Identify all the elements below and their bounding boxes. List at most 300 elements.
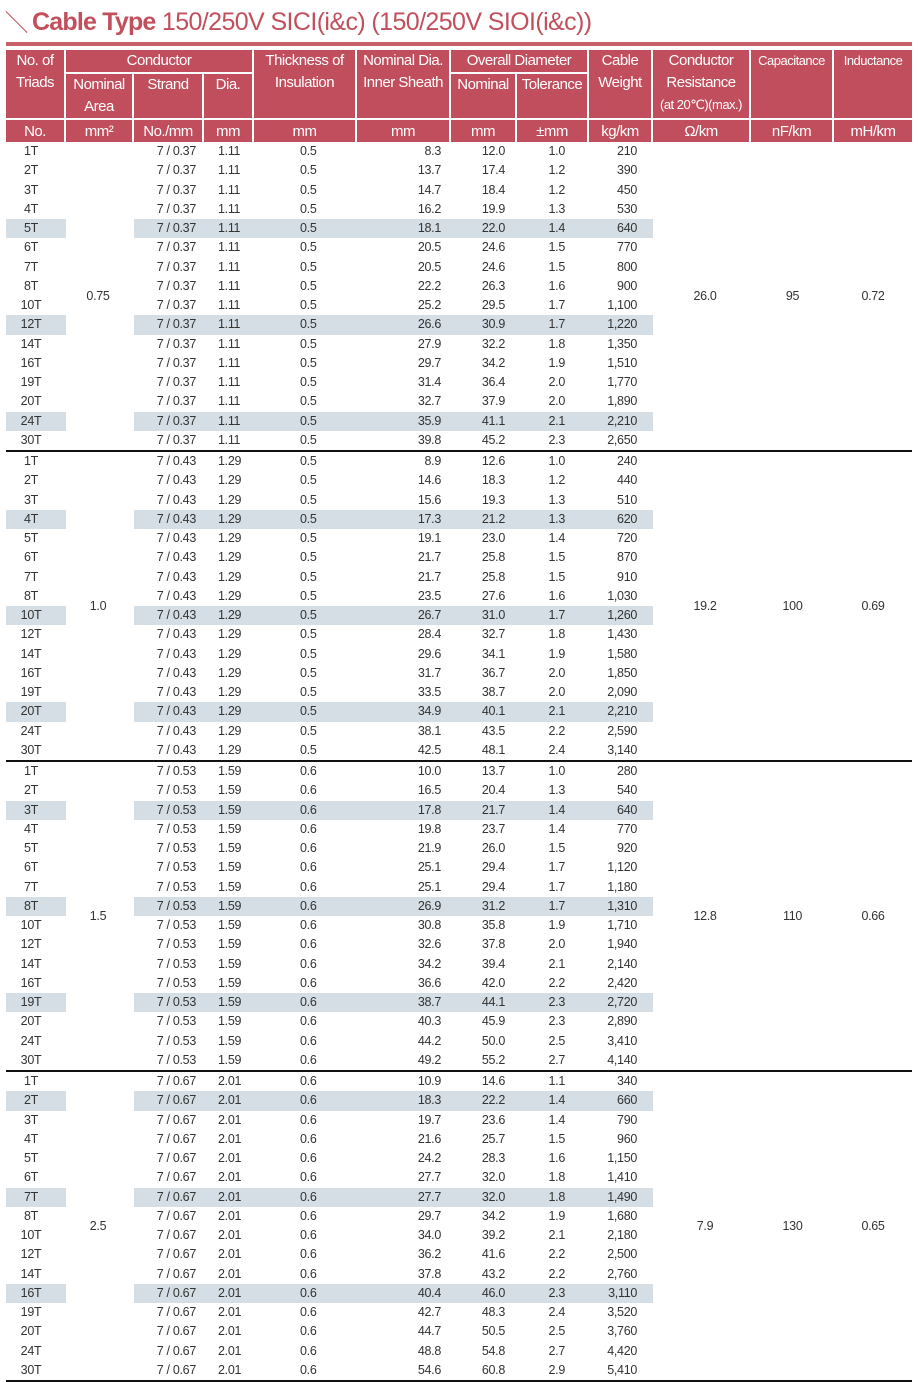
cell-od-tolerance: 1.5	[548, 841, 566, 856]
cell-triads: 12T	[20, 627, 42, 642]
cell-strand: 7 / 0.53	[134, 993, 204, 1012]
cell-weight: 2,180	[607, 1228, 638, 1243]
cell-triads: 16T	[6, 1284, 66, 1303]
cell-od-tolerance: 1.8	[548, 336, 566, 351]
cell-weight: 280	[617, 764, 638, 779]
cell-weight: 340	[617, 1074, 638, 1089]
cell-dia: 1.59	[218, 937, 242, 952]
cell-od-tolerance: 1.4	[517, 801, 589, 820]
cell-triads: 4T	[6, 510, 66, 529]
cell-triads: 5T	[24, 531, 38, 546]
cell-insulation: 0.6	[300, 1033, 317, 1048]
cell-od-nominal: 36.4	[481, 375, 506, 390]
cell-insulation: 0.6	[254, 1361, 357, 1382]
cell-strand: 7 / 0.37	[156, 240, 196, 255]
header-text: Inner Sheath	[363, 74, 443, 91]
cell-od-tolerance: 1.2	[548, 473, 566, 488]
cell-dia: 1.29	[218, 646, 242, 661]
cell-insulation: 0.5	[300, 492, 317, 507]
cell-od-tolerance: 1.9	[548, 918, 566, 933]
cell-od-tolerance: 1.6	[548, 1151, 566, 1166]
cell-inner-sheath: 35.9	[357, 412, 451, 431]
cell-strand: 7 / 0.53	[156, 956, 196, 971]
cell-capacitance: 110	[751, 762, 834, 1072]
cell-inner-sheath: 28.4	[417, 627, 442, 642]
cell-od-nominal: 55.2	[451, 1051, 517, 1072]
cell-strand: 7 / 0.37	[156, 144, 196, 159]
cell-od-nominal: 48.3	[481, 1305, 506, 1320]
cell-od-nominal: 45.2	[451, 431, 517, 452]
cell-inner-sheath: 42.5	[357, 741, 451, 762]
cell-dia: 1.29	[218, 473, 242, 488]
header-strand: Strand	[134, 74, 204, 120]
cell-weight: 1,150	[607, 1151, 638, 1166]
cell-weight: 390	[617, 163, 638, 178]
cell-od-tolerance: 2.2	[548, 1266, 566, 1281]
cell-od-nominal: 48.1	[451, 741, 517, 762]
cell-od-tolerance: 2.5	[548, 1033, 566, 1048]
cell-inductance: 0.65	[834, 1072, 912, 1382]
cell-inner-sheath: 16.2	[417, 201, 442, 216]
cell-strand: 7 / 0.67	[134, 1188, 204, 1207]
cell-strand: 7 / 0.67	[156, 1151, 196, 1166]
cell-inner-sheath: 15.6	[417, 492, 442, 507]
cell-insulation: 0.5	[300, 473, 317, 488]
cell-dia: 1.29	[218, 569, 242, 584]
cell-dia: 1.29	[218, 492, 242, 507]
table-row	[6, 1072, 912, 1091]
cell-strand: 7 / 0.53	[156, 918, 196, 933]
cell-insulation: 0.5	[254, 431, 357, 452]
cell-dia: 1.59	[218, 956, 242, 971]
cell-strand: 7 / 0.53	[156, 975, 196, 990]
cell-od-nominal: 25.8	[481, 569, 506, 584]
cell-od-nominal: 38.7	[481, 685, 506, 700]
cell-resistance: 12.8	[653, 762, 751, 1072]
cell-dia: 2.01	[204, 1091, 254, 1110]
cell-inner-sheath: 10.9	[417, 1074, 442, 1089]
cell-triads: 14T	[20, 1266, 42, 1281]
cell-od-nominal: 50.5	[481, 1324, 506, 1339]
cell-triads: 10T	[20, 1228, 42, 1243]
cell-triads: 3T	[24, 1112, 38, 1127]
cell-inner-sheath: 27.7	[357, 1188, 451, 1207]
cell-weight: 1,100	[607, 298, 638, 313]
cell-weight: 1,180	[607, 879, 638, 894]
cell-inner-sheath: 22.2	[417, 278, 442, 293]
header-dia: Dia.	[204, 74, 254, 120]
cell-weight: 210	[617, 144, 638, 159]
header-od-tolerance: Tolerance	[517, 74, 589, 120]
cell-dia: 2.01	[218, 1305, 242, 1320]
cell-inner-sheath: 19.8	[417, 821, 442, 836]
cell-triads: 20T	[20, 394, 42, 409]
cell-od-nominal: 20.4	[481, 783, 506, 798]
cell-od-tolerance: 1.9	[548, 355, 566, 370]
table-body	[6, 142, 912, 1382]
cell-inner-sheath: 32.7	[417, 394, 442, 409]
cell-dia: 2.01	[218, 1131, 242, 1146]
cell-strand: 7 / 0.67	[156, 1324, 196, 1339]
cell-strand: 7 / 0.37	[156, 394, 196, 409]
table-row	[6, 762, 912, 781]
cell-insulation: 0.6	[300, 783, 317, 798]
cell-triads: 5T	[24, 1151, 38, 1166]
cell-weight: 3,110	[589, 1284, 653, 1303]
cell-od-nominal: 24.6	[481, 240, 506, 255]
cell-strand: 7 / 0.67	[156, 1305, 196, 1320]
cell-od-nominal: 60.8	[451, 1361, 517, 1382]
cell-strand: 7 / 0.37	[156, 336, 196, 351]
cell-od-nominal: 40.1	[451, 702, 517, 721]
cell-inner-sheath: 36.2	[417, 1247, 442, 1262]
cell-triads: 4T	[24, 201, 38, 216]
cell-inner-sheath: 18.3	[357, 1091, 451, 1110]
cell-od-nominal: 19.9	[481, 201, 506, 216]
cell-triads: 14T	[20, 646, 42, 661]
cell-od-nominal: 32.2	[481, 336, 506, 351]
cell-od-nominal: 27.6	[481, 588, 506, 603]
cell-od-tolerance: 2.3	[548, 1014, 566, 1029]
unit-thickness: mm	[254, 120, 357, 142]
cell-dia: 2.01	[218, 1324, 242, 1339]
cell-triads: 7T	[6, 1188, 66, 1207]
cell-triads: 8T	[6, 897, 66, 916]
cell-inner-sheath: 26.9	[357, 897, 451, 916]
cell-insulation: 0.5	[300, 394, 317, 409]
cell-od-tolerance: 2.9	[517, 1361, 589, 1382]
cell-insulation: 0.5	[254, 702, 357, 721]
cell-inner-sheath: 19.1	[417, 531, 442, 546]
header-inner-sheath	[357, 50, 451, 120]
cell-inner-sheath: 29.6	[417, 646, 442, 661]
cell-od-nominal: 23.6	[481, 1112, 506, 1127]
cell-insulation: 0.6	[300, 1266, 317, 1281]
cell-strand: 7 / 0.43	[156, 627, 196, 642]
cell-weight: 2,420	[607, 975, 638, 990]
cell-dia: 1.59	[218, 975, 242, 990]
cell-triads: 24T	[20, 723, 42, 738]
cell-dia: 1.11	[204, 315, 254, 334]
cell-strand: 7 / 0.37	[156, 375, 196, 390]
cell-od-nominal: 26.0	[481, 841, 506, 856]
cell-weight: 920	[617, 841, 638, 856]
cell-dia: 1.59	[218, 879, 242, 894]
cell-insulation: 0.5	[254, 219, 357, 238]
cell-weight: 640	[589, 219, 653, 238]
cell-strand: 7 / 0.43	[156, 473, 196, 488]
cell-resistance: 26.0	[653, 142, 751, 452]
cell-strand: 7 / 0.53	[156, 841, 196, 856]
cell-od-nominal: 22.0	[451, 219, 517, 238]
cell-strand: 7 / 0.67	[156, 1208, 196, 1223]
cell-od-nominal: 41.6	[481, 1247, 506, 1262]
cell-od-tolerance: 2.1	[548, 956, 566, 971]
cell-insulation: 0.6	[254, 801, 357, 820]
cell-weight: 2,650	[589, 431, 653, 452]
cell-inner-sheath: 21.6	[417, 1131, 442, 1146]
cell-weight: 510	[617, 492, 638, 507]
cell-inner-sheath: 10.0	[417, 764, 442, 779]
cell-weight: 3,520	[607, 1305, 638, 1320]
cell-inner-sheath: 13.7	[417, 163, 442, 178]
cell-strand: 7 / 0.67	[134, 1091, 204, 1110]
cell-od-tolerance: 2.2	[548, 1247, 566, 1262]
cell-od-tolerance: 1.7	[548, 298, 566, 313]
cell-od-tolerance: 1.5	[548, 1131, 566, 1146]
cell-insulation: 0.6	[300, 1343, 317, 1358]
cell-od-tolerance: 2.0	[548, 375, 566, 390]
cell-inner-sheath: 24.2	[417, 1151, 442, 1166]
cell-dia: 1.11	[218, 144, 241, 159]
cell-weight: 1,680	[607, 1208, 638, 1223]
cell-od-tolerance: 2.2	[548, 975, 566, 990]
cell-triads: 12T	[20, 1247, 42, 1262]
cell-od-tolerance: 1.7	[548, 879, 566, 894]
cell-weight: 1,850	[607, 665, 638, 680]
cell-strand: 7 / 0.43	[156, 685, 196, 700]
cell-insulation: 0.6	[300, 1014, 317, 1029]
cell-triads: 24T	[6, 412, 66, 431]
cell-weight: 1,510	[607, 355, 638, 370]
cell-strand: 7 / 0.67	[156, 1170, 196, 1185]
cell-insulation: 0.6	[300, 821, 317, 836]
cell-dia: 2.01	[204, 1284, 254, 1303]
cell-weight: 1,770	[607, 375, 638, 390]
cell-strand: 7 / 0.53	[156, 821, 196, 836]
cell-capacitance: 130	[751, 1072, 834, 1382]
cell-strand: 7 / 0.67	[156, 1266, 196, 1281]
cell-weight: 800	[617, 259, 638, 274]
cell-insulation: 0.5	[300, 569, 317, 584]
cell-nominal-area: 1.5	[66, 762, 134, 1072]
cell-triads: 2T	[24, 473, 38, 488]
cell-inner-sheath: 48.8	[417, 1343, 442, 1358]
cell-od-tolerance: 2.1	[548, 1228, 566, 1243]
header-text: (at 20℃)(max.)	[660, 97, 743, 112]
cell-dia: 1.29	[218, 685, 242, 700]
cell-nominal-area: 2.5	[66, 1072, 134, 1382]
cell-triads: 7T	[24, 569, 38, 584]
cell-weight: 640	[589, 801, 653, 820]
cell-capacitance: 100	[751, 452, 834, 762]
cable-spec-table	[6, 50, 912, 1382]
cell-od-nominal: 18.4	[481, 182, 506, 197]
cell-insulation: 0.5	[254, 741, 357, 762]
cell-strand: 7 / 0.67	[156, 1343, 196, 1358]
unit-strand: No./mm	[134, 120, 204, 142]
cell-od-tolerance: 2.5	[548, 1324, 566, 1339]
cell-insulation: 0.6	[300, 956, 317, 971]
cell-insulation: 0.6	[300, 841, 317, 856]
cell-insulation: 0.6	[300, 1074, 317, 1089]
cell-insulation: 0.5	[300, 182, 317, 197]
cell-weight: 2,720	[589, 993, 653, 1012]
header-cable-weight	[589, 50, 653, 120]
header-overall-diameter: Overall Diameter	[451, 50, 589, 74]
cell-triads: 24T	[20, 1033, 42, 1048]
cell-triads: 1T	[24, 764, 38, 779]
cell-capacitance: 95	[751, 142, 834, 452]
cell-weight: 1,580	[607, 646, 638, 661]
cell-resistance: 7.9	[653, 1072, 751, 1382]
cell-insulation: 0.5	[300, 375, 317, 390]
cell-dia: 2.01	[218, 1266, 242, 1281]
cell-od-nominal: 46.0	[451, 1284, 517, 1303]
cell-weight: 1,490	[589, 1188, 653, 1207]
cell-dia: 1.11	[218, 201, 241, 216]
cell-od-nominal: 39.2	[481, 1228, 506, 1243]
cell-strand: 7 / 0.53	[134, 1051, 204, 1072]
cell-inner-sheath: 25.1	[417, 860, 442, 875]
cell-triads: 3T	[24, 492, 38, 507]
cell-dia: 1.29	[218, 665, 242, 680]
cell-od-nominal: 23.7	[481, 821, 506, 836]
cell-inner-sheath: 39.8	[357, 431, 451, 452]
cell-strand: 7 / 0.53	[134, 801, 204, 820]
cell-inner-sheath: 36.6	[417, 975, 442, 990]
cell-inner-sheath: 33.5	[417, 685, 442, 700]
cell-inner-sheath: 21.9	[417, 841, 442, 856]
cell-weight: 2,210	[589, 702, 653, 721]
cell-insulation: 0.6	[300, 860, 317, 875]
cell-insulation: 0.5	[300, 454, 317, 469]
cell-od-nominal: 35.8	[481, 918, 506, 933]
cell-od-tolerance: 1.4	[517, 1091, 589, 1110]
cell-inductance: 0.72	[834, 142, 912, 452]
cell-dia: 1.59	[204, 801, 254, 820]
cell-dia: 1.29	[204, 702, 254, 721]
cell-weight: 2,760	[607, 1266, 638, 1281]
header-inductance: Inductance	[834, 50, 912, 120]
cell-od-nominal: 50.0	[481, 1033, 506, 1048]
cell-triads: 30T	[6, 1361, 66, 1382]
cell-inner-sheath: 29.7	[417, 1208, 442, 1223]
cell-od-nominal: 21.7	[451, 801, 517, 820]
cell-inner-sheath: 34.2	[417, 956, 442, 971]
cell-od-tolerance: 1.9	[548, 1208, 566, 1223]
cell-triads: 30T	[6, 1051, 66, 1072]
cell-od-tolerance: 1.0	[548, 144, 566, 159]
cell-inner-sheath: 21.7	[417, 550, 442, 565]
cell-od-nominal: 31.0	[451, 606, 517, 625]
title-rest: 150/250V SICI(i&c) (150/250V SIOI(i&c))	[161, 8, 592, 36]
cell-dia: 1.59	[218, 860, 242, 875]
cell-inner-sheath: 8.9	[424, 454, 442, 469]
cell-weight: 870	[617, 550, 638, 565]
cell-weight: 4,140	[589, 1051, 653, 1072]
cell-od-tolerance: 1.5	[548, 569, 566, 584]
cell-strand: 7 / 0.37	[156, 298, 196, 313]
cell-od-nominal: 34.1	[481, 646, 506, 661]
cell-triads: 7T	[24, 259, 38, 274]
cell-od-nominal: 17.4	[481, 163, 506, 178]
cell-insulation: 0.5	[254, 606, 357, 625]
cell-triads: 3T	[24, 182, 38, 197]
cell-insulation: 0.5	[254, 412, 357, 431]
cell-inner-sheath: 34.9	[357, 702, 451, 721]
cell-insulation: 0.6	[300, 1131, 317, 1146]
cell-od-nominal: 21.2	[451, 510, 517, 529]
cell-od-nominal: 44.1	[451, 993, 517, 1012]
cell-od-nominal: 18.3	[481, 473, 506, 488]
cell-dia: 1.59	[218, 821, 242, 836]
cell-inner-sheath: 14.6	[417, 473, 442, 488]
cell-dia: 1.59	[204, 1051, 254, 1072]
cell-weight: 720	[617, 531, 638, 546]
cell-dia: 1.59	[218, 764, 242, 779]
cell-od-nominal: 34.2	[481, 1208, 506, 1223]
cell-strand: 7 / 0.37	[156, 201, 196, 216]
cell-triads: 20T	[20, 1324, 42, 1339]
cell-dia: 1.29	[218, 550, 242, 565]
cell-insulation: 0.6	[300, 1324, 317, 1339]
header-no-of-triads	[6, 50, 66, 120]
cell-strand: 7 / 0.67	[156, 1247, 196, 1262]
cell-inner-sheath: 49.2	[357, 1051, 451, 1072]
cell-triads: 1T	[24, 1074, 38, 1089]
cell-insulation: 0.5	[300, 240, 317, 255]
cell-insulation: 0.6	[254, 1051, 357, 1072]
cell-inner-sheath: 40.4	[357, 1284, 451, 1303]
cell-triads: 12T	[6, 315, 66, 334]
cell-od-tolerance: 1.4	[517, 219, 589, 238]
header-text: Cable	[601, 52, 639, 69]
cell-dia: 1.29	[218, 627, 242, 642]
cell-strand: 7 / 0.43	[156, 588, 196, 603]
unit-inner-sheath: mm	[357, 120, 451, 142]
cell-weight: 1,120	[607, 860, 638, 875]
cell-od-tolerance: 2.3	[517, 1284, 589, 1303]
cell-triads: 10T	[20, 918, 42, 933]
cell-od-tolerance: 1.3	[517, 510, 589, 529]
cell-od-nominal: 32.7	[481, 627, 506, 642]
cell-inner-sheath: 27.7	[417, 1170, 442, 1185]
cell-triads: 3T	[6, 801, 66, 820]
cell-inner-sheath: 14.7	[417, 182, 442, 197]
cell-weight: 2,590	[607, 723, 638, 738]
cell-dia: 1.11	[218, 394, 241, 409]
cell-weight: 2,090	[607, 685, 638, 700]
unit-weight: kg/km	[589, 120, 653, 142]
cell-dia: 2.01	[218, 1208, 242, 1223]
cell-insulation: 0.6	[300, 1151, 317, 1166]
cell-od-tolerance: 1.3	[548, 492, 566, 507]
header-text: Area	[84, 98, 114, 115]
cell-triads: 19T	[20, 375, 42, 390]
cell-triads: 19T	[6, 993, 66, 1012]
cell-triads: 16T	[20, 975, 42, 990]
cell-dia: 1.11	[218, 375, 241, 390]
cell-inner-sheath: 34.0	[417, 1228, 442, 1243]
cell-triads: 20T	[6, 702, 66, 721]
cell-weight: 440	[617, 473, 638, 488]
cell-od-nominal: 24.6	[481, 259, 506, 274]
cell-od-tolerance: 1.2	[548, 182, 566, 197]
cell-od-tolerance: 2.0	[548, 685, 566, 700]
cell-od-tolerance: 2.3	[517, 993, 589, 1012]
cell-insulation: 0.6	[300, 1112, 317, 1127]
cell-dia: 2.01	[218, 1170, 242, 1185]
cell-strand: 7 / 0.37	[156, 182, 196, 197]
cell-dia: 1.29	[218, 454, 242, 469]
cell-weight: 2,210	[589, 412, 653, 431]
cell-dia: 2.01	[218, 1151, 242, 1166]
cell-inner-sheath: 31.7	[417, 665, 442, 680]
cell-strand: 7 / 0.53	[156, 1033, 196, 1048]
cell-weight: 540	[617, 783, 638, 798]
unit-inductance: mH/km	[834, 120, 912, 142]
